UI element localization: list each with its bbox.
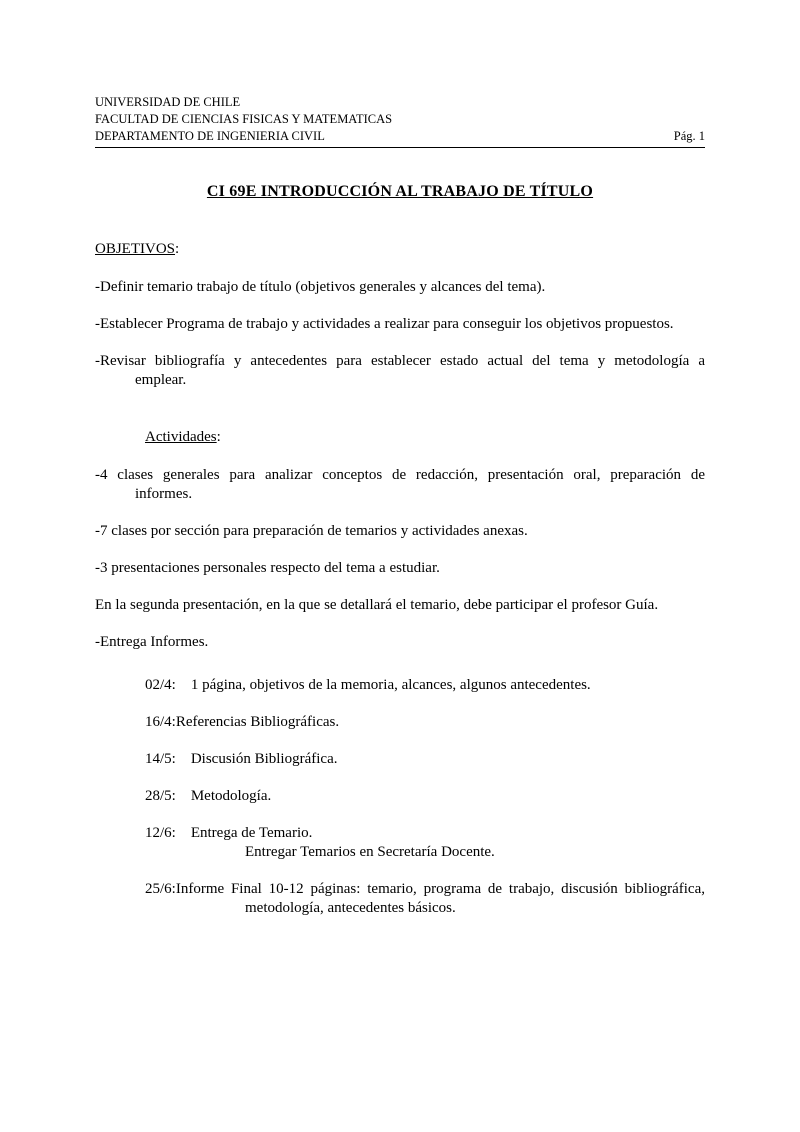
actividades-item-presentaciones: -3 presentaciones personales respecto del tema a estudiar. [95, 560, 440, 576]
schedule-item-02-4 [145, 676, 705, 695]
actividades-heading [145, 428, 705, 447]
actividades-item-clases-generales [95, 466, 705, 504]
actividades-heading-colon: : [216, 429, 221, 445]
header-rule-row [95, 128, 705, 148]
objetivos-item-definir: -Definir temario trabajo de título (objetivos generales y alcances del tema). [95, 279, 546, 295]
schedule-item-16-4 [145, 713, 705, 732]
document-title: CI 69E INTRODUCCIÓN AL TRABAJO DE TÍTULO [206, 183, 594, 200]
schedule-item-line: 25/6:Informe Final 10-12 páginas: temario, programa de trabajo, discusión bibliográfica, [145, 881, 705, 897]
actividades-heading-text: Actividades [145, 429, 217, 445]
objetivos-item-revisar-line1: -Revisar bibliografía y antecedentes para establecer estado actual del tema y metodología a [95, 353, 705, 369]
document-header [95, 94, 705, 148]
schedule-item-25-6 [145, 880, 705, 918]
header-department: DEPARTAMENTO DE INGENIERIA CIVIL [95, 129, 325, 143]
schedule-item-line2: metodología, antecedentes básicos. [245, 900, 456, 916]
objetivos-heading-colon: : [175, 241, 180, 257]
header-university: UNIVERSIDAD DE CHILE [95, 95, 241, 109]
schedule-item-line: 02/4: 1 página, objetivos de la memoria, alcances, algunos antecedentes. [145, 677, 591, 693]
actividades-item-clases-line2: informes. [135, 486, 193, 502]
objetivos-item-establecer: -Establecer Programa de trabajo y actividades a realizar para conseguir los objetivos propuestos. [95, 316, 674, 332]
schedule-item-12-6 [145, 824, 705, 862]
header-faculty: FACULTAD DE CIENCIAS FISICAS Y MATEMATICAS [95, 112, 393, 126]
actividades-item-clases-seccion: -7 clases por sección para preparación de temarios y actividades anexas. [95, 523, 528, 539]
schedule-item-28-5 [145, 787, 705, 806]
schedule-item-line: 12/6: Entrega de Temario. [145, 825, 313, 841]
actividades-item-entrega-informes: -Entrega Informes. [95, 634, 209, 650]
actividades-item-clases-line1: -4 clases generales para analizar conceptos de redacción, presentación oral, preparación de [95, 467, 705, 483]
schedule-item-14-5 [145, 750, 705, 769]
schedule-item-line: 14/5: Discusión Bibliográfica. [145, 751, 338, 767]
actividades-note-profesor-guia: En la segunda presentación, en la que se detallará el temario, debe participar el profesor Guía. [95, 597, 659, 613]
objetivos-item-revisar [95, 352, 705, 390]
schedule-item-line: 16/4:Referencias Bibliográficas. [145, 714, 340, 730]
schedule-list [145, 676, 705, 918]
objetivos-heading [95, 240, 705, 259]
schedule-item-line2: Entregar Temarios en Secretaría Docente. [245, 844, 495, 860]
schedule-item-line: 28/5: Metodología. [145, 788, 272, 804]
objetivos-heading-text: OBJETIVOS [95, 241, 176, 257]
objetivos-item-revisar-line2: emplear. [135, 372, 187, 388]
page-number: Pág. 1 [673, 129, 705, 143]
title-row [95, 182, 705, 202]
